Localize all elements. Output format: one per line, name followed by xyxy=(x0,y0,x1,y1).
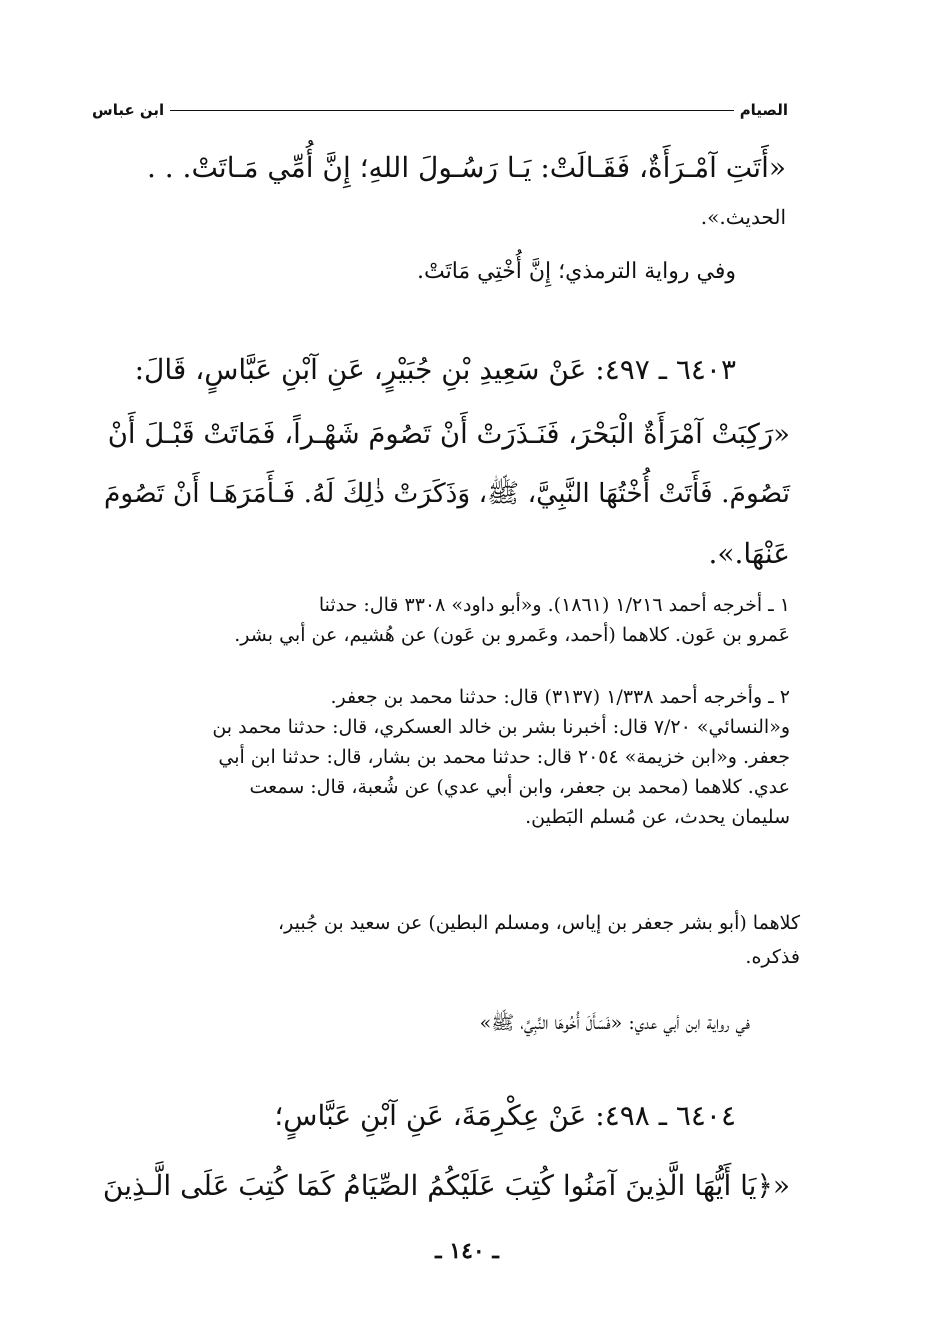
tirmidhi-variant xyxy=(300,252,736,292)
hadith-6403-text xyxy=(98,404,790,584)
page-number: ـ ١٤٠ ـ xyxy=(435,1238,499,1264)
text-line: عدي. كلاهما (محمد بن جعفر، وابن أبي عدي) عن شُعبة، قال: سمعت xyxy=(249,776,790,798)
text-line: وفي رواية الترمذي؛ إِنَّ أُخْتِي مَاتَتْ. xyxy=(416,259,736,284)
text-line: عَنْهَا.». xyxy=(708,537,790,570)
hadith-6404 xyxy=(250,1086,736,1146)
narrator-title: ابن عباس xyxy=(92,101,165,119)
hadith-heading: ٦٤٠٤ ـ ٤٩٨: عَنْ عِكْرِمَةَ، عَنِ آبْنِ عَبَّاسٍ؛ xyxy=(274,1099,736,1132)
hadith-continuation xyxy=(110,142,786,240)
text-line: «رَكِبَتْ آمْرَأَةٌ الْبَحْرَ، فَنَـذَرَتْ أَنْ تَصُومَ شَهْـراً، فَمَاتَتْ قَبْـلَ أَنْ xyxy=(107,418,790,450)
header-rule xyxy=(170,110,733,111)
text-line: تَصُومَ. فَأَتَتْ أُخْتُهَا النَّبِيَّ، ﷺ، وَذَكَرَتْ ذٰلِكَ لَهُ. فَـأَمَرَهَـا أَنْ تَصُومَ xyxy=(103,478,790,509)
chapter-title: الصيام xyxy=(739,101,788,119)
takhrij-1 xyxy=(100,590,790,650)
text-line: «أَتَتِ آمْـرَأَةٌ، فَقَـالَتْ: يَـا رَسُـولَ اللهِ؛ إِنَّ أُمِّي مَـاتَتْ. . . xyxy=(146,151,786,184)
running-header xyxy=(92,96,788,124)
hadith-6403 xyxy=(96,340,736,400)
text-line: ١ ـ أخرجه أحمد ١/٢١٦ (١٨٦١). و«أبو داود» ٣٣٠٨ قال: حدثنا xyxy=(318,594,790,616)
text-line: فذكره. xyxy=(745,946,800,968)
takhrij-3 xyxy=(100,906,800,974)
hadith-6404-text xyxy=(100,1156,790,1216)
text-line: عَمرو بن عَون. كلاهما (أحمد، وعَمرو بن عَون) عن هُشيم، عن أبي بشر. xyxy=(234,624,790,646)
text-line: «﴿يَا أَيُّهَا الَّذِينَ آمَنُوا كُتِبَ عَلَيْكُمُ الصِّيَامُ كَمَا كُتِبَ عَلَى الَّـذِينَ xyxy=(102,1169,790,1202)
hadith-heading: ٦٤٠٣ ـ ٤٩٧: عَنْ سَعِيدِ بْنِ جُبَيْرٍ، عَنِ آبْنِ عَبَّاسٍ، قَالَ: xyxy=(134,353,736,386)
text-line: جعفر. و«ابن خزيمة» ٢٠٥٤ قال: حدثنا محمد بن بشار، قال: حدثنا ابن أبي xyxy=(218,746,790,768)
takhrij-2 xyxy=(100,682,790,832)
text-line: سليمان يحدث، عن مُسلم البَطين. xyxy=(525,806,790,828)
text-line: ٢ ـ وأخرجه أحمد ١/٣٣٨ (٣١٣٧) قال: حدثنا محمد بن جعفر. xyxy=(330,686,790,708)
takhrij-4 xyxy=(300,1006,750,1040)
text-line: الحديث.». xyxy=(700,205,786,229)
text-line: و«النسائي» ٧/٢٠ قال: أخبرنا بشر بن خالد العسكري، قال: حدثنا محمد بن xyxy=(212,716,790,738)
text-line: كلاهما (أبو بشر جعفر بن إياس، ومسلم البطين) عن سعيد بن جُبير، xyxy=(278,912,800,934)
text-line: في رواية ابن أبي عدي: «فَسَأَلَ أُخُوهَا النَّبِيَّ، ﷺ» xyxy=(479,1012,750,1034)
